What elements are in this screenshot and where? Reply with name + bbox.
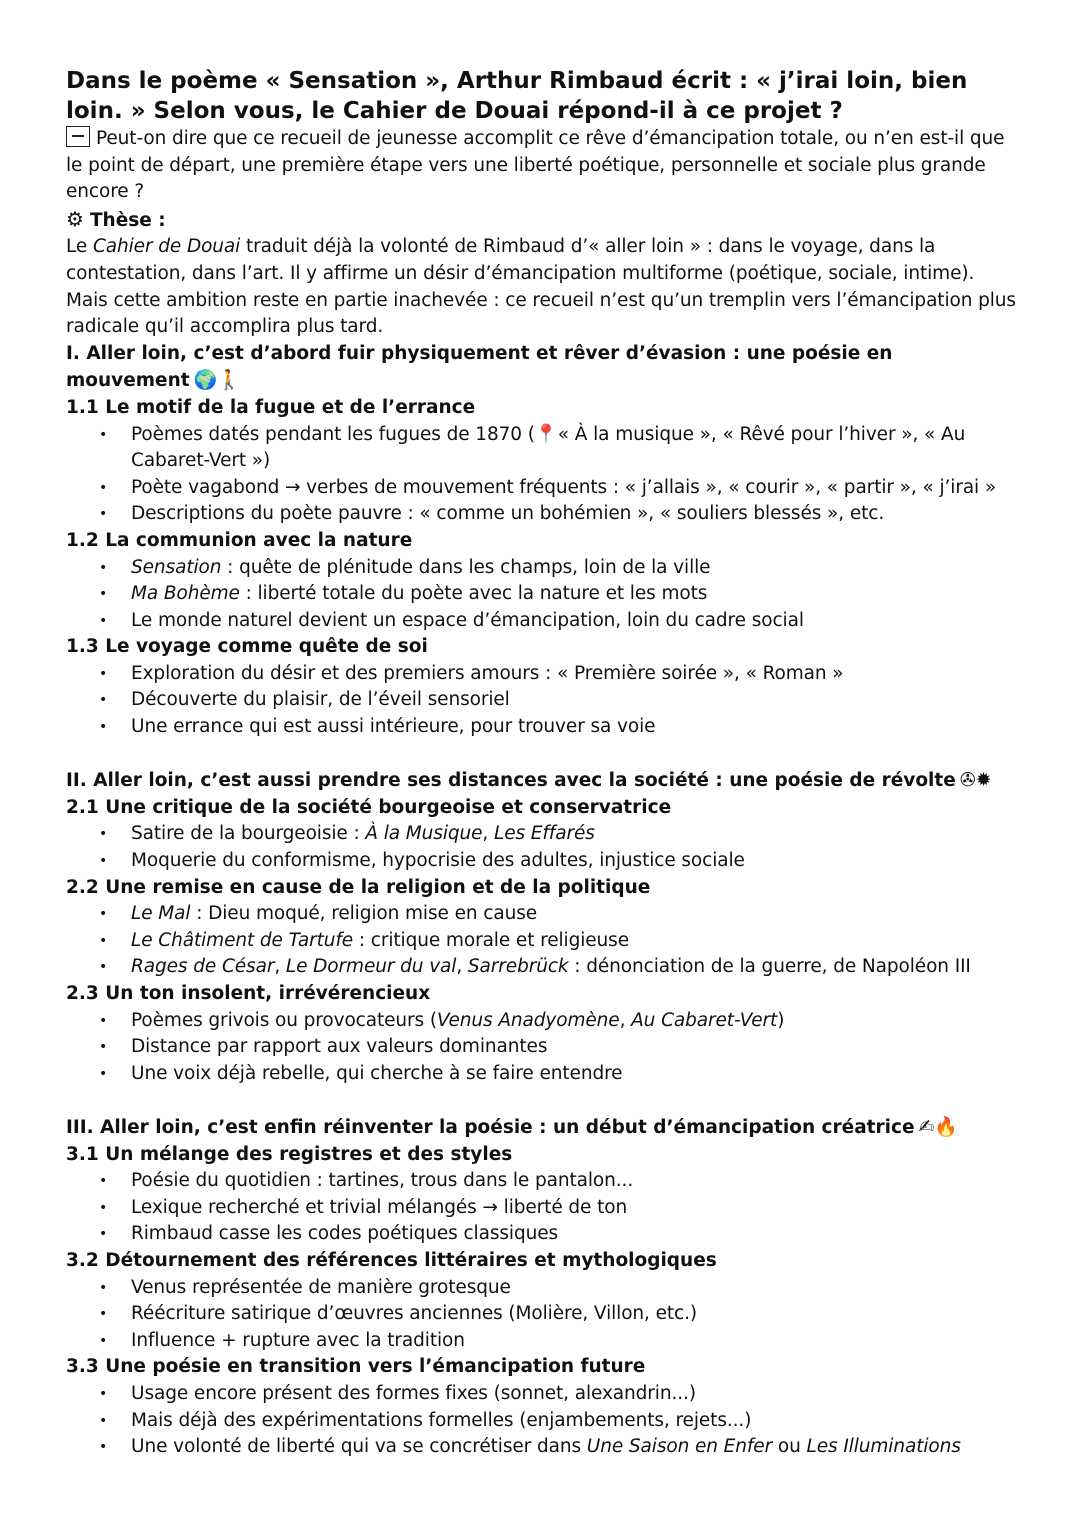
section-1-2-title: 1.2 La communion avec la nature bbox=[66, 529, 413, 551]
section-2-3-title: 2.3 Un ton insolent, irrévérencieux bbox=[66, 983, 431, 1004]
globe-walker-icon: 🌍🚶 bbox=[193, 369, 241, 392]
list-item: • Le Châtiment de Tartufe : critique morale et religieuse bbox=[99, 929, 630, 951]
thesis-text: Le Cahier de Douai traduit déjà la volonté de Rimbaud d’« aller loin » : dans le voyage, dans la contestation, dans l’art. Il y affirme un désir d’émancipation multiforme (poétique, sociale, intime). Mais cette ambition reste en partie inachevée : ce recueil n’est qu’un tremplin vers l’émancipation plus radicale qu’il accomplira plus tard. bbox=[66, 236, 1016, 338]
section-3-3-title: 3.3 Une poésie en transition vers l’émancipation future bbox=[66, 1356, 646, 1378]
list-item: • Ma Bohème : liberté totale du poète avec la nature et les mots bbox=[99, 583, 708, 605]
collapse-icon bbox=[66, 126, 90, 147]
list-item: • Poète vagabond → verbes de mouvement fréquents : « j’allais », « courir », « partir », « j’irai » bbox=[99, 476, 997, 498]
list-item: • Une volonté de liberté qui va se concrétiser dans Une Saison en Enfer ou Les Illuminations bbox=[99, 1436, 961, 1458]
brain-icon: ⚙ bbox=[66, 206, 84, 231]
list-item: • Descriptions du poète pauvre : « comme un bohémien », « souliers blessés », etc. bbox=[99, 503, 885, 525]
list-item: • Exploration du désir et des premiers amours : « Première soirée », « Roman » bbox=[99, 662, 844, 684]
section-2-1-list bbox=[66, 821, 1016, 874]
thesis-heading: ⚙ Thèse : bbox=[66, 206, 166, 231]
section-2-1-title: 2.1 Une critique de la société bourgeoise et conservatrice bbox=[66, 796, 672, 818]
list-item: • Influence + rupture avec la tradition bbox=[99, 1329, 465, 1351]
list-item: • Réécriture satirique d’œuvres anciennes (Molière, Villon, etc.) bbox=[99, 1303, 697, 1325]
list-item: • Distance par rapport aux valeurs dominantes bbox=[99, 1036, 548, 1058]
list-item: • Poésie du quotidien : tartines, trous dans le pantalon... bbox=[99, 1170, 634, 1192]
list-item: • Moquerie du conformisme, hypocrisie des adultes, injustice sociale bbox=[99, 850, 745, 872]
section-3-1-list bbox=[66, 1168, 1016, 1248]
list-item: • Lexique recherché et trivial mélangés → liberté de ton bbox=[99, 1196, 628, 1218]
section-1-2-list bbox=[66, 555, 1016, 635]
section-1-1-list bbox=[66, 422, 1016, 528]
list-item: • Satire de la bourgeoisie : À la Musique, Les Effarés bbox=[99, 823, 595, 845]
list-item: • Poèmes datés pendant les fugues de 1870 (📍« À la musique », « Rêvé pour l’hiver », « Au Cabaret-Vert ») bbox=[99, 423, 966, 472]
section-1-1-title: 1.1 Le motif de la fugue et de l’errance bbox=[66, 396, 476, 418]
part1-title: I. Aller loin, c’est d’abord fuir physiquement et rêver d’évasion : une poésie en mouvement 🌍🚶 bbox=[66, 342, 893, 392]
list-item: • Poèmes grivois ou provocateurs (Venus Anadyomène, Au Cabaret-Vert) bbox=[99, 1009, 785, 1031]
section-2-2-title: 2.2 Une remise en cause de la religion et de la politique bbox=[66, 876, 651, 898]
list-item: • Découverte du plaisir, de l’éveil sensoriel bbox=[99, 689, 510, 711]
revolt-icon: ✇✹ bbox=[959, 769, 992, 792]
section-2-2-list bbox=[66, 901, 1016, 981]
essay-question: Dans le poème « Sensation », Arthur Rimbaud écrit : « j’irai loin, bien loin. » Selon vous, le Cahier de Douai répond-il à ce projet ? bbox=[66, 68, 968, 124]
list-item: • Mais déjà des expérimentations formelles (enjambements, rejets...) bbox=[99, 1409, 752, 1431]
document-page bbox=[66, 66, 1016, 1461]
section-3-3-list bbox=[66, 1381, 1016, 1461]
section-3-2-title: 3.2 Détournement des références littéraires et mythologiques bbox=[66, 1249, 717, 1271]
list-item: • Le monde naturel devient un espace d’émancipation, loin du cadre social bbox=[99, 609, 804, 631]
list-item: • Usage encore présent des formes fixes (sonnet, alexandrin...) bbox=[99, 1382, 696, 1404]
section-1-3-title: 1.3 Le voyage comme quête de soi bbox=[66, 636, 428, 658]
problematic: Peut-on dire que ce recueil de jeunesse accomplit ce rêve d’émancipation totale, ou n’en est-il que le point de départ, une première étape vers une liberté poétique, personnelle et sociale plus grande encore ? bbox=[66, 128, 1005, 203]
part3-title: III. Aller loin, c’est enfin réinventer la poésie : un début d’émancipation créatrice ✍🔥 bbox=[66, 1115, 959, 1138]
part2-title: II. Aller loin, c’est aussi prendre ses distances avec la société : une poésie de révolte ✇✹ bbox=[66, 769, 992, 792]
list-item: • Une voix déjà rebelle, qui cherche à se faire entendre bbox=[99, 1062, 623, 1084]
list-item: • Rimbaud casse les codes poétiques classiques bbox=[99, 1223, 559, 1245]
list-item: • Le Mal : Dieu moqué, religion mise en cause bbox=[99, 903, 538, 925]
section-3-1-title: 3.1 Un mélange des registres et des styles bbox=[66, 1143, 513, 1165]
section-1-3-list bbox=[66, 661, 1016, 741]
pen-fire-icon: ✍🔥 bbox=[918, 1115, 959, 1138]
section-2-3-list bbox=[66, 1008, 1016, 1088]
section-3-2-list bbox=[66, 1275, 1016, 1355]
list-item: • Rages de César, Le Dormeur du val, Sarrebrück : dénonciation de la guerre, de Napoléon III bbox=[99, 956, 971, 978]
list-item: • Venus représentée de manière grotesque bbox=[99, 1276, 511, 1298]
list-item: • Sensation : quête de plénitude dans les champs, loin de la ville bbox=[99, 556, 711, 578]
list-item: • Une errance qui est aussi intérieure, pour trouver sa voie bbox=[99, 716, 656, 738]
